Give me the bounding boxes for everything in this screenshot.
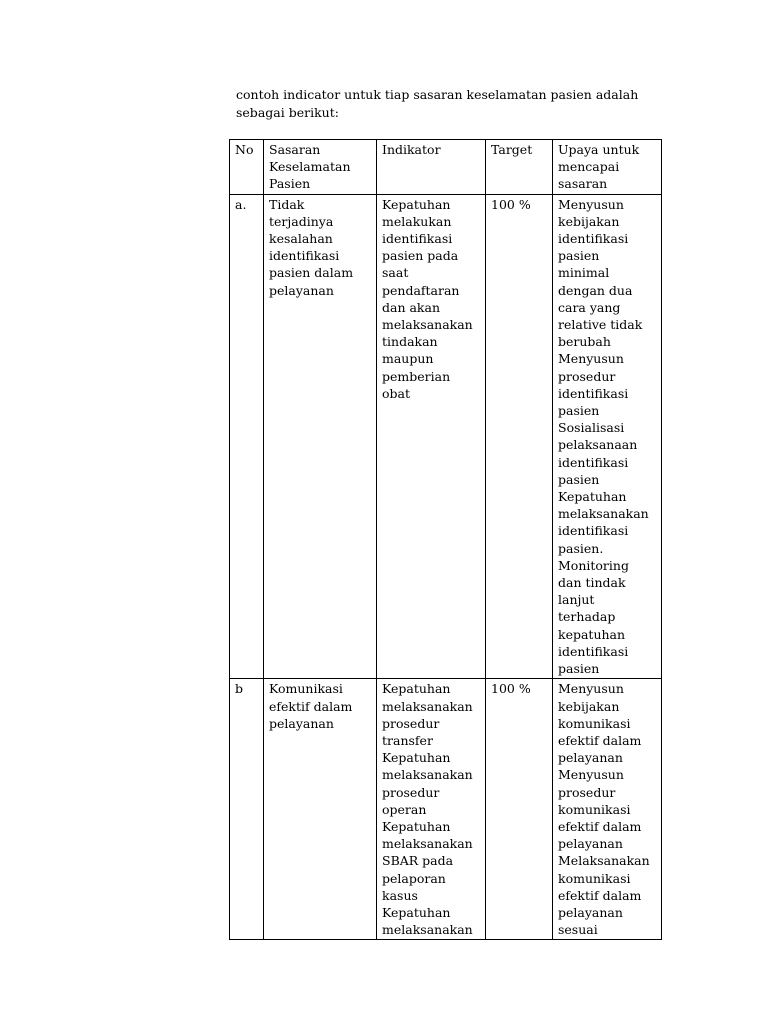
cell-upaya-line: komunikasi: [558, 870, 631, 886]
cell-upaya-line: minimal: [558, 265, 610, 281]
cell-upaya-line: identifikasi: [558, 231, 629, 247]
cell-indikator-line: obat: [382, 385, 411, 401]
cell-sasaran-line: pelayanan: [269, 715, 334, 731]
cell-upaya-line: pelayanan: [558, 836, 623, 852]
cell-upaya-line: identifikasi: [558, 523, 629, 539]
intro-paragraph: [236, 86, 676, 121]
cell-upaya-line: pasien: [558, 403, 600, 419]
cell-indikator-line: tindakan: [382, 334, 438, 350]
cell-indikator: [377, 679, 486, 940]
cell-upaya-line: identifikasi: [558, 454, 629, 470]
cell-indikator-line: saat: [382, 265, 409, 281]
cell-indikator-line: pendaftaran: [382, 282, 460, 298]
cell-indikator-line: melaksanakan: [382, 836, 473, 852]
cell-upaya-line: Sosialisasi: [558, 420, 625, 436]
cell-sasaran-line: terjadinya: [269, 213, 334, 229]
cell-upaya-line: berubah: [558, 334, 611, 350]
cell-upaya-line: komunikasi: [558, 801, 631, 817]
cell-sasaran-line: Tidak: [269, 196, 305, 212]
cell-indikator-line: pelaporan: [382, 870, 446, 886]
cell-upaya-line: Kepatuhan: [558, 489, 627, 505]
cell-upaya-line: efektif dalam: [558, 818, 642, 834]
cell-target: [486, 679, 553, 940]
intro-line: contoh indicator untuk tiap sasaran keselamatan pasien adalah: [236, 87, 639, 102]
cell-upaya-line: melaksanakan: [558, 506, 649, 522]
cell-upaya-line: pasien: [558, 661, 600, 677]
cell-target-line: 100 %: [491, 681, 531, 697]
cell-sasaran-line: pelayanan: [269, 282, 334, 298]
cell-indikator-line: prosedur: [382, 715, 440, 731]
table-header-row: [230, 140, 662, 195]
cell-indikator-line: melaksanakan: [382, 317, 473, 333]
cell-upaya-line: dan tindak: [558, 575, 626, 591]
cell-upaya-line: pelayanan: [558, 750, 623, 766]
cell-upaya-line: pelayanan: [558, 904, 623, 920]
cell-upaya-line: efektif dalam: [558, 732, 642, 748]
cell-indikator-line: SBAR pada: [382, 853, 454, 869]
cell-indikator-line: melaksanakan: [382, 922, 473, 938]
table-row: [230, 194, 662, 679]
cell-upaya-line: terhadap: [558, 609, 616, 625]
cell-upaya-line: Menyusun: [558, 767, 624, 783]
cell-upaya-line: sesuai: [558, 922, 598, 938]
cell-indikator-line: pemberian: [382, 368, 451, 384]
cell-indikator-line: pasien pada: [382, 248, 459, 264]
intro-line: sebagai berikut:: [236, 104, 339, 120]
cell-upaya-line: kebijakan: [558, 698, 620, 714]
cell-upaya-line: Monitoring: [558, 557, 629, 573]
header-target: Target: [486, 140, 553, 195]
cell-sasaran: [264, 194, 377, 679]
cell-indikator-line: Kepatuhan: [382, 904, 451, 920]
cell-sasaran-line: kesalahan: [269, 231, 333, 247]
cell-indikator: [377, 194, 486, 679]
cell-upaya-line: komunikasi: [558, 715, 631, 731]
cell-upaya-line: Menyusun: [558, 196, 624, 212]
cell-upaya-line: lanjut: [558, 592, 595, 608]
indicator-table: [229, 139, 662, 940]
cell-indikator-line: dan akan: [382, 299, 441, 315]
cell-upaya-line: kebijakan: [558, 213, 620, 229]
cell-upaya-line: Menyusun: [558, 351, 624, 367]
cell-upaya-line: identifikasi: [558, 643, 629, 659]
cell-indikator-line: Kepatuhan: [382, 750, 451, 766]
cell-no-line: a.: [235, 196, 247, 212]
cell-sasaran: [264, 679, 377, 940]
cell-no: [230, 194, 264, 679]
cell-indikator-line: Kepatuhan: [382, 818, 451, 834]
cell-upaya: [553, 679, 662, 940]
cell-upaya-line: identifikasi: [558, 385, 629, 401]
cell-indikator-line: identifikasi: [382, 231, 453, 247]
cell-sasaran-line: Komunikasi: [269, 681, 343, 697]
header-no: No: [230, 140, 264, 195]
cell-upaya-line: pasien: [558, 248, 600, 264]
cell-upaya-line: cara yang: [558, 299, 621, 315]
cell-indikator-line: Kepatuhan: [382, 196, 451, 212]
cell-indikator-line: melaksanakan: [382, 698, 473, 714]
cell-no: [230, 679, 264, 940]
cell-upaya: [553, 194, 662, 679]
cell-upaya-line: pasien: [558, 471, 600, 487]
cell-indikator-line: maupun: [382, 351, 434, 367]
cell-indikator-line: prosedur: [382, 784, 440, 800]
header-upaya: Upaya untuk mencapai sasaran: [553, 140, 662, 195]
cell-indikator-line: melaksanakan: [382, 767, 473, 783]
cell-target: [486, 194, 553, 679]
cell-upaya-line: Menyusun: [558, 681, 624, 697]
cell-target-line: 100 %: [491, 196, 531, 212]
cell-upaya-line: pasien.: [558, 540, 604, 556]
cell-no-line: b: [235, 681, 244, 697]
cell-upaya-line: dengan dua: [558, 282, 633, 298]
cell-sasaran-line: efektif dalam: [269, 698, 353, 714]
cell-indikator-line: Kepatuhan: [382, 681, 451, 697]
cell-upaya-line: prosedur: [558, 784, 616, 800]
cell-indikator-line: melakukan: [382, 213, 452, 229]
cell-upaya-line: kepatuhan: [558, 626, 626, 642]
cell-upaya-line: Melaksanakan: [558, 853, 650, 869]
cell-upaya-line: prosedur: [558, 368, 616, 384]
header-sasaran: Sasaran Keselamatan Pasien: [264, 140, 377, 195]
cell-upaya-line: relative tidak: [558, 317, 643, 333]
cell-indikator-line: transfer: [382, 732, 433, 748]
cell-indikator-line: operan: [382, 801, 427, 817]
table-row: [230, 679, 662, 940]
cell-upaya-line: efektif dalam: [558, 887, 642, 903]
header-indikator: Indikator: [377, 140, 486, 195]
cell-sasaran-line: pasien dalam: [269, 265, 354, 281]
cell-indikator-line: kasus: [382, 887, 418, 903]
cell-sasaran-line: identifikasi: [269, 248, 340, 264]
cell-upaya-line: pelaksanaan: [558, 437, 638, 453]
